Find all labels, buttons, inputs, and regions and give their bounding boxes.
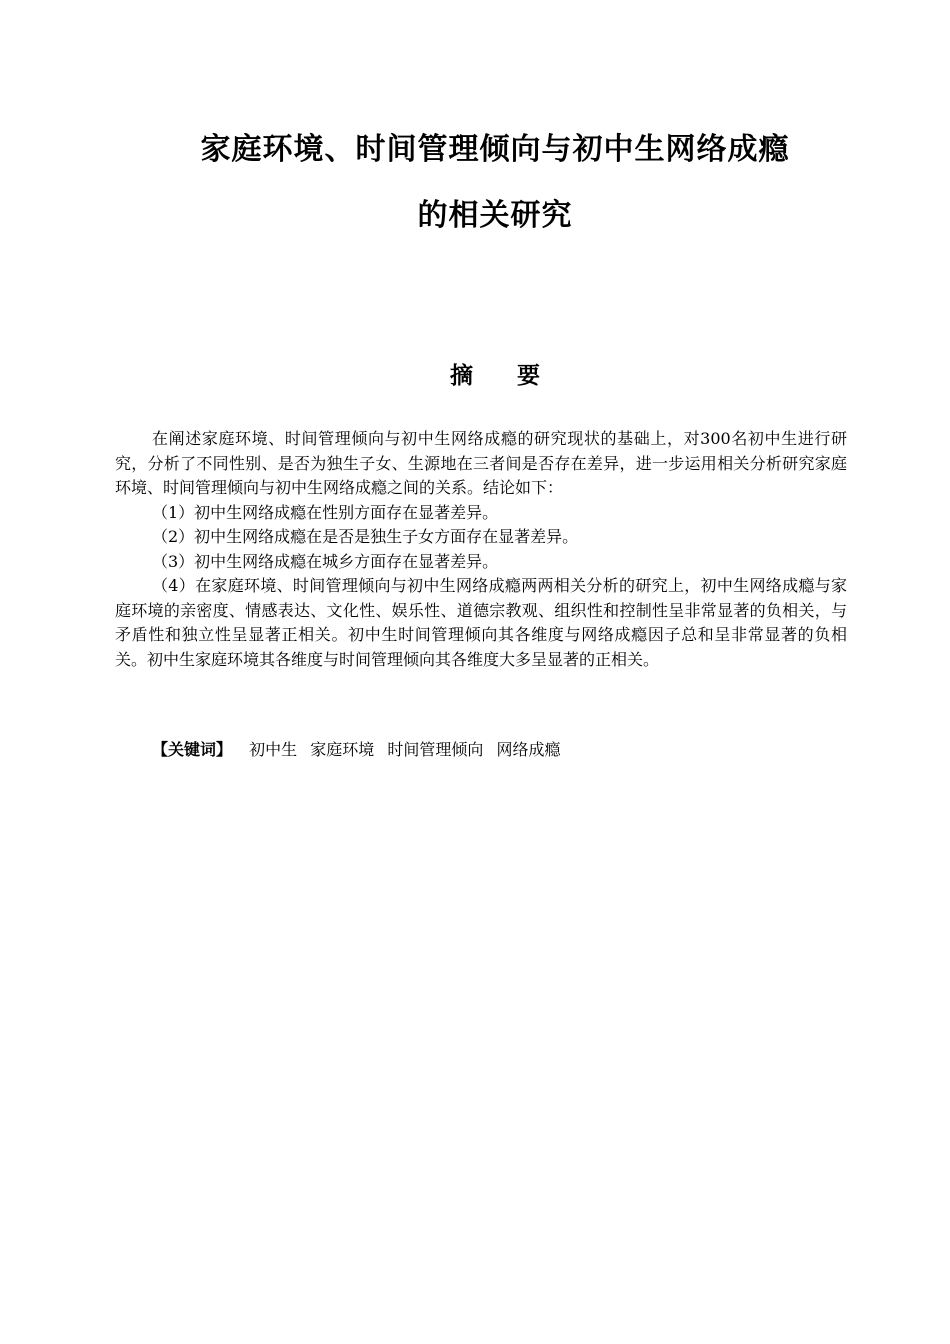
finding-2: （2）初中生网络成瘾在是否是独生子女方面存在显著差异。 (152, 527, 579, 546)
abstract-body (115, 427, 847, 672)
conclusion-lead: 结论如下： (483, 478, 564, 497)
paper-title-line-2: 的相关研究 (417, 198, 573, 233)
keywords-label: 【关键词】 (152, 740, 233, 759)
abstract-intro-text: 在阐述家庭环境、时间管理倾向与初中生网络成瘾的研究现状的基础上，对300名初中生进行研究，分析了不同性别、是否为独生子女、生源地在三者间是否存在差异，进一步运用相关分析研究家庭环境、时间管理倾向与初中生网络成瘾之间的关系。 (115, 429, 847, 497)
keyword: 家庭环境 (310, 740, 375, 759)
abstract-intro-paragraph (115, 427, 847, 501)
keywords-line (152, 738, 852, 762)
paper-title-line-1: 家庭环境、时间管理倾向与初中生网络成瘾 (200, 132, 790, 167)
finding-3: （3）初中生网络成瘾在城乡方面存在显著差异。 (152, 551, 499, 571)
finding-1: （1）初中生网络成瘾在性别方面存在显著差异。 (152, 502, 499, 522)
keyword: 网络成瘾 (496, 740, 561, 759)
abstract-heading: 摘要 (450, 363, 584, 389)
finding-4: （4）在家庭环境、时间管理倾向与初中生网络成瘾两两相关分析的研究上，初中生网络成瘾与家庭环境的亲密度、情感表达、文化性、娱乐性、道德宗教观、组织性和控制性呈非常显著的负相关，与矛盾性和独立性呈显著正相关。初中生时间管理倾向其各维度与网络成瘾因子总和呈非常显著的负相关。初中生家庭环境其各维度与时间管理倾向其各维度大多呈显著的正相关。 (115, 576, 847, 669)
keyword: 时间管理倾向 (387, 740, 484, 759)
keyword: 初中生 (249, 740, 298, 759)
